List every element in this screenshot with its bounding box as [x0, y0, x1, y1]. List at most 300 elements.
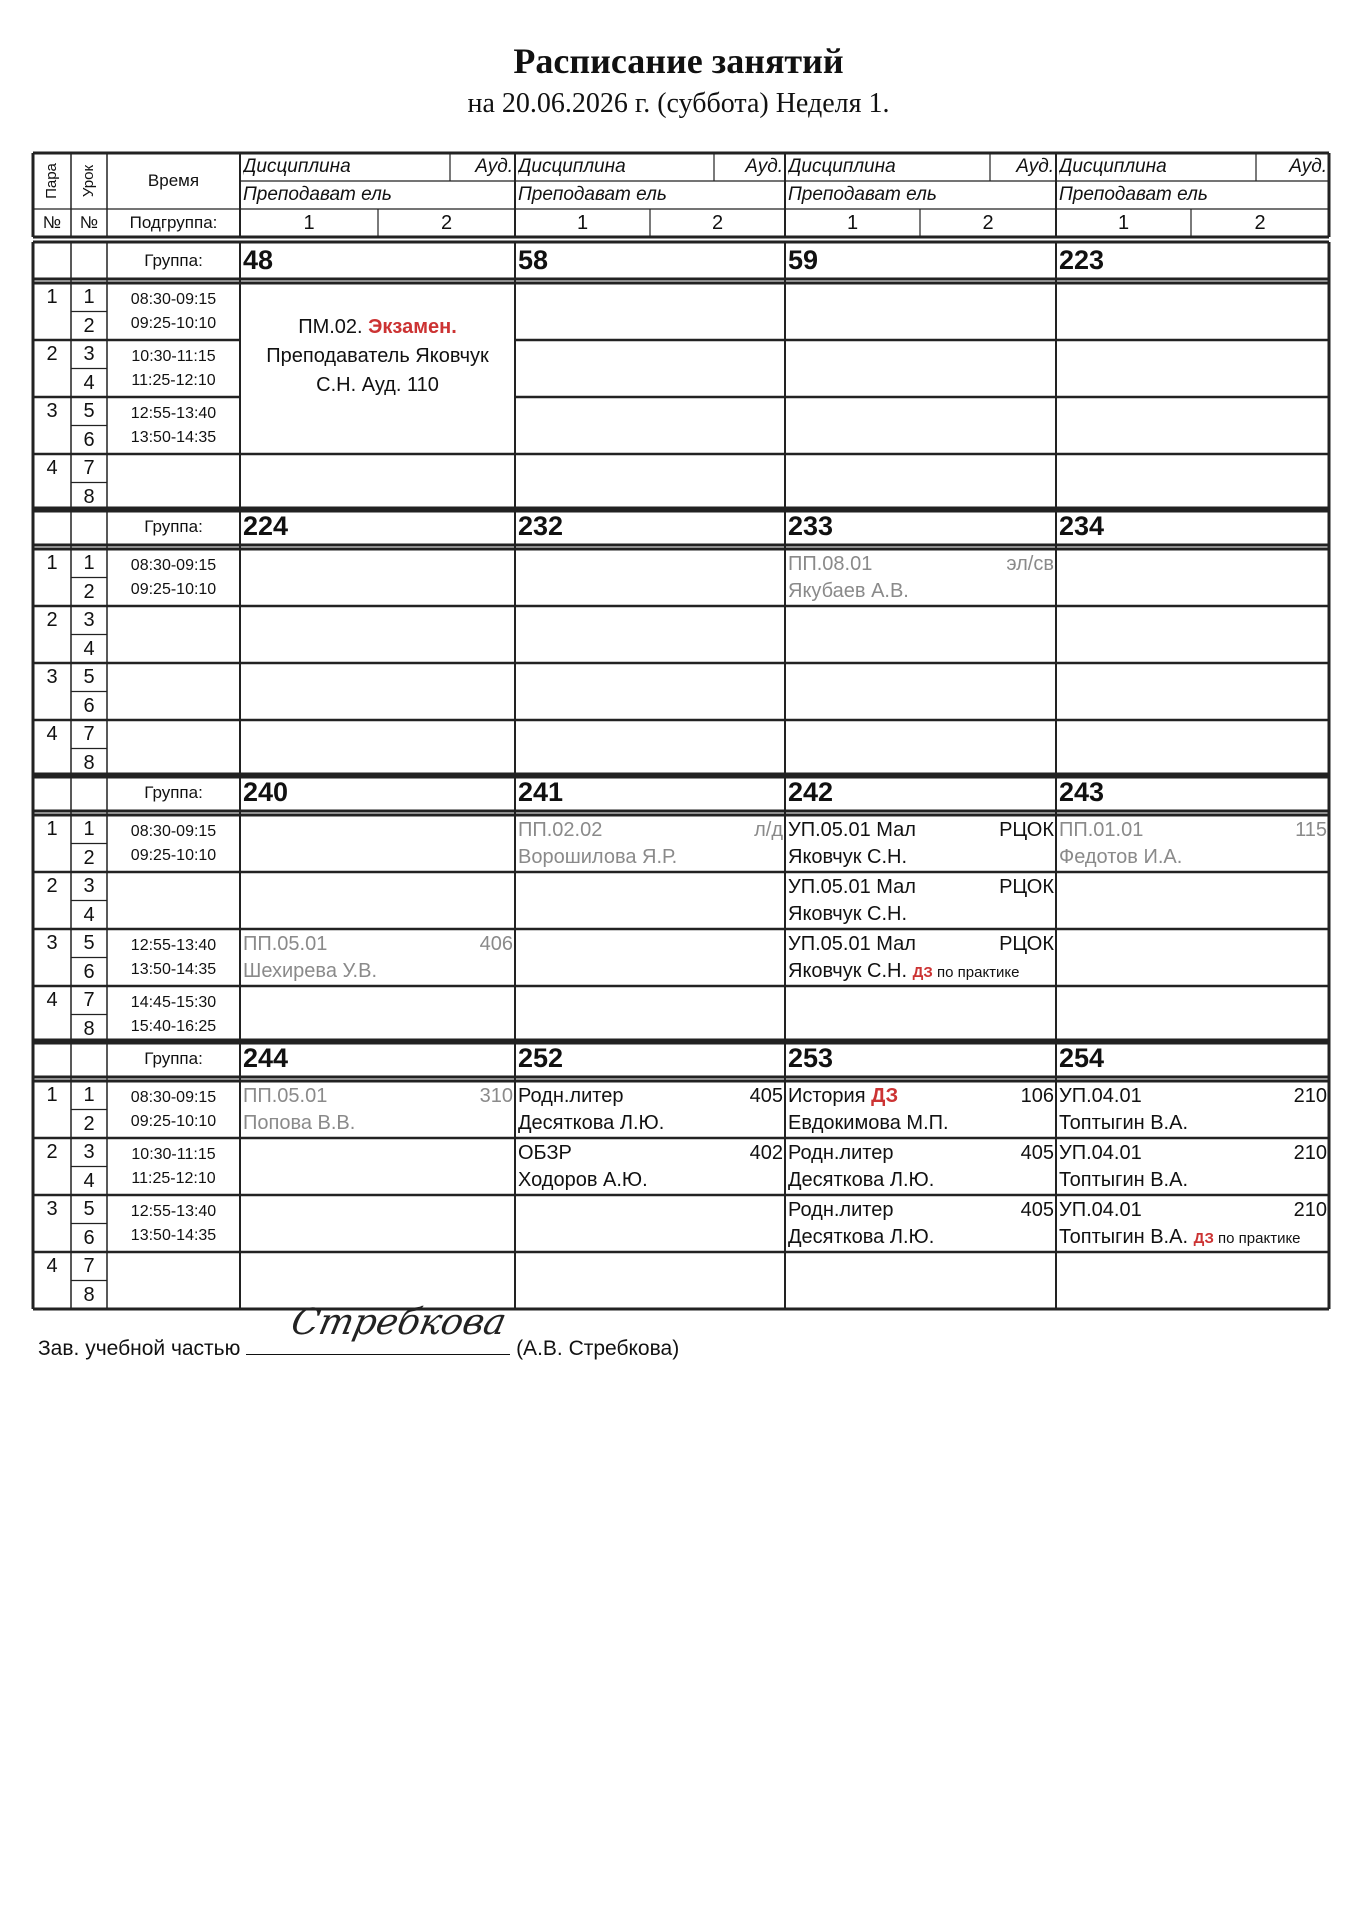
room-number: РЦОК	[999, 876, 1054, 898]
lesson-4: 4	[83, 637, 95, 660]
lesson-number	[71, 1195, 107, 1224]
header-subgroup-label: Подгруппа:	[129, 213, 218, 232]
group-label-text: Группа:	[144, 516, 203, 536]
group-label-text: Группа:	[144, 250, 203, 270]
lesson-discipline	[243, 1082, 513, 1110]
lesson-7: 7	[83, 1255, 95, 1277]
time-2: 09:25-10:10	[130, 581, 217, 598]
header-aud-label: Ауд.	[1016, 156, 1054, 177]
lesson-time	[107, 312, 240, 336]
lesson-discipline	[788, 1196, 1054, 1224]
lesson-discipline	[243, 930, 513, 958]
room-number: 405	[749, 1085, 783, 1107]
group-label-text: Группа:	[144, 782, 203, 802]
pair-4: 4	[46, 989, 58, 1011]
lesson-discipline	[788, 816, 1054, 844]
pair-number	[33, 929, 71, 959]
signature: Стребкова	[287, 1302, 510, 1343]
lesson-discipline	[518, 1082, 783, 1110]
lesson-teacher	[1059, 1166, 1327, 1194]
exam-line-1	[242, 313, 513, 342]
lesson-discipline	[788, 930, 1054, 958]
teacher-name: Попова В.В.	[243, 1112, 356, 1134]
exam-line-3: С.Н. Ауд. 110	[316, 374, 439, 396]
group-label	[107, 1040, 240, 1077]
lesson-number	[71, 1281, 107, 1310]
header-aud	[1256, 153, 1327, 181]
pair-number	[33, 340, 71, 370]
lesson-teacher	[788, 900, 1054, 928]
exam-cell	[242, 313, 513, 423]
lesson-discipline	[788, 873, 1054, 901]
footer-label: Зав. учебной частью	[38, 1337, 241, 1360]
lesson-2: 2	[83, 580, 95, 603]
group-number	[1059, 508, 1326, 545]
time-3: 10:30-11:15	[131, 348, 216, 365]
lesson-time	[107, 1086, 240, 1110]
pair-number	[33, 397, 71, 427]
lesson-number	[71, 312, 107, 341]
teacher-name: Федотов И.А.	[1059, 846, 1183, 868]
pair-1: 1	[46, 552, 58, 574]
page-subtitle: на 20.06.2026 г. (суббота) Неделя 1.	[467, 88, 890, 119]
time-4: 11:25-12:10	[131, 1170, 216, 1187]
pair-3: 3	[46, 932, 58, 954]
lesson-time	[107, 369, 240, 393]
group-58: 58	[518, 245, 549, 275]
lesson-number	[71, 483, 107, 512]
pair-number	[33, 606, 71, 636]
lesson-time	[107, 1110, 240, 1134]
pair-number	[33, 1138, 71, 1168]
time-8: 15:40-16:25	[130, 1018, 217, 1035]
pair-2: 2	[46, 1141, 58, 1163]
lesson-number	[71, 844, 107, 873]
lesson-8: 8	[83, 751, 95, 774]
discipline-name: УП.04.01	[1059, 1199, 1142, 1221]
lesson-teacher	[1059, 1109, 1327, 1137]
time-6: 13:50-14:35	[130, 961, 217, 978]
discipline-name: ПП.01.01	[1059, 819, 1144, 841]
header-teacher-label: Преподават ель	[788, 184, 937, 205]
lesson-teacher	[518, 1109, 783, 1137]
header-discipline	[788, 153, 990, 181]
header-aud-label: Ауд.	[475, 156, 513, 177]
lesson-5: 5	[83, 932, 95, 954]
room-number: эл/св	[1006, 553, 1054, 575]
teacher-name: Якубаев А.В.	[788, 580, 909, 602]
group-252: 252	[518, 1043, 564, 1073]
dz-note: по практике	[1213, 1230, 1301, 1247]
group-244: 244	[243, 1043, 289, 1073]
header-subgroup-2	[650, 209, 785, 237]
pair-number	[33, 1195, 71, 1225]
lesson-3: 3	[83, 609, 95, 631]
subgroup-2: 2	[711, 212, 724, 234]
discipline-name: ОБЗР	[518, 1142, 572, 1164]
lesson-time	[107, 958, 240, 982]
room-number: л/д	[754, 819, 783, 841]
subgroup-1: 1	[303, 212, 315, 234]
group-number	[788, 1040, 1053, 1077]
time-1: 08:30-09:15	[130, 823, 217, 840]
header-discipline-label: Дисциплина	[243, 156, 351, 177]
lesson-1: 1	[83, 818, 95, 840]
pair-number	[33, 986, 71, 1016]
lesson-time	[107, 345, 240, 369]
header-discipline-label: Дисциплина	[1059, 156, 1167, 177]
subgroup-1: 1	[1117, 212, 1130, 234]
lesson-teacher	[788, 957, 1054, 985]
header-subgroup-2	[920, 209, 1056, 237]
lesson-teacher	[788, 843, 1054, 871]
group-label	[107, 508, 240, 545]
lesson-4: 4	[83, 1169, 95, 1192]
lesson-teacher	[788, 1109, 1054, 1137]
header-teacher-label: Преподават ель	[518, 184, 667, 205]
header-subgroup-1	[785, 209, 920, 237]
lesson-2: 2	[83, 846, 95, 869]
lesson-number	[71, 1081, 107, 1110]
page-title: Расписание занятий	[513, 41, 844, 81]
lesson-7: 7	[83, 457, 95, 479]
lesson-number	[71, 749, 107, 778]
discipline-name: ПП.05.01	[243, 1085, 328, 1107]
lesson-teacher	[788, 1166, 1054, 1194]
pair-4: 4	[46, 1255, 58, 1277]
room-number: 310	[479, 1085, 513, 1107]
lesson-3: 3	[83, 1141, 95, 1163]
header-teacher	[1059, 181, 1328, 209]
lesson-time	[107, 1015, 240, 1039]
lesson-time	[107, 554, 240, 578]
pair-number	[33, 663, 71, 693]
group-223: 223	[1059, 245, 1105, 275]
header-discipline	[518, 153, 714, 181]
header-no-para	[33, 209, 71, 237]
group-232: 232	[518, 511, 564, 541]
lesson-time	[107, 426, 240, 450]
teacher-name: Ходоров А.Ю.	[518, 1169, 648, 1191]
lesson-number	[71, 426, 107, 455]
lesson-number	[71, 901, 107, 930]
lesson-discipline	[1059, 1139, 1327, 1167]
lesson-time	[107, 820, 240, 844]
lesson-time	[107, 844, 240, 868]
lesson-6: 6	[83, 428, 95, 451]
lesson-discipline	[1059, 816, 1327, 844]
lesson-8: 8	[83, 1283, 95, 1306]
header-subgroup-1	[240, 209, 378, 237]
header-discipline	[243, 153, 450, 181]
teacher-name: Десяткова Л.Ю.	[788, 1226, 935, 1248]
header-discipline-label: Дисциплина	[788, 156, 896, 177]
lesson-number	[71, 986, 107, 1015]
lesson-number	[71, 872, 107, 901]
pair-number	[33, 872, 71, 902]
lesson-5: 5	[83, 400, 95, 422]
pair-2: 2	[46, 343, 58, 365]
lesson-discipline	[518, 1139, 783, 1167]
time-1: 08:30-09:15	[130, 291, 217, 308]
pair-number	[33, 1081, 71, 1111]
lesson-number	[71, 340, 107, 369]
lesson-time	[107, 402, 240, 426]
header-aud-label: Ауд.	[1289, 156, 1327, 177]
lesson-teacher	[243, 1109, 513, 1137]
group-number	[518, 774, 782, 811]
lesson-discipline	[788, 550, 1054, 578]
lesson-6: 6	[83, 1226, 95, 1249]
group-253: 253	[788, 1043, 834, 1073]
group-number	[788, 774, 1053, 811]
header-teacher	[243, 181, 514, 209]
time-2: 09:25-10:10	[130, 315, 217, 332]
header-time-label: Время	[147, 171, 200, 190]
discipline-name: Родн.литер	[788, 1142, 894, 1164]
group-label	[107, 774, 240, 811]
lesson-time	[107, 578, 240, 602]
pair-number	[33, 549, 71, 579]
lesson-teacher	[788, 577, 1054, 605]
time-6: 13:50-14:35	[130, 429, 217, 446]
group-242: 242	[788, 777, 834, 807]
discipline-name: УП.05.01 Мал	[788, 933, 916, 955]
pair-3: 3	[46, 1198, 58, 1220]
subgroup-2: 2	[982, 212, 994, 234]
time-3: 10:30-11:15	[131, 1146, 216, 1163]
header-teacher	[518, 181, 784, 209]
lesson-5: 5	[83, 666, 95, 688]
pair-1: 1	[46, 818, 58, 840]
room-number: 405	[1020, 1142, 1054, 1164]
group-233: 233	[788, 511, 834, 541]
discipline-name: ПП.05.01	[243, 933, 328, 955]
lesson-4: 4	[83, 903, 95, 926]
header-no-urok	[71, 209, 107, 237]
lesson-time	[107, 934, 240, 958]
header-no: №	[42, 213, 62, 232]
lesson-1: 1	[83, 1084, 95, 1106]
group-number	[1059, 1040, 1326, 1077]
header-no: №	[79, 213, 99, 232]
group-label-text: Группа:	[144, 1048, 203, 1068]
exam-code: ПМ.02.	[298, 316, 369, 338]
time-4: 11:25-12:10	[131, 372, 216, 389]
lesson-time	[107, 1224, 240, 1248]
group-234: 234	[1059, 511, 1105, 541]
lesson-1: 1	[83, 286, 95, 308]
teacher-name: Шехирева У.В.	[243, 960, 378, 982]
lesson-teacher	[243, 957, 513, 985]
header-teacher	[788, 181, 1055, 209]
group-254: 254	[1059, 1043, 1105, 1073]
subgroup-1: 1	[576, 212, 589, 234]
room-number: 106	[1020, 1085, 1054, 1107]
header-subgroup-1	[1056, 209, 1191, 237]
lesson-8: 8	[83, 485, 95, 508]
pair-number	[33, 720, 71, 750]
lesson-number	[71, 958, 107, 987]
lesson-number	[71, 454, 107, 483]
subgroup-2: 2	[440, 212, 453, 234]
pair-3: 3	[46, 400, 58, 422]
group-number	[788, 242, 1053, 279]
group-241: 241	[518, 777, 564, 807]
lesson-4: 4	[83, 371, 95, 394]
teacher-name: Яковчук С.Н.	[788, 846, 907, 868]
subgroup-2: 2	[1254, 212, 1266, 234]
room-number: 405	[1020, 1199, 1054, 1221]
lesson-2: 2	[83, 1112, 95, 1135]
time-7: 14:45-15:30	[130, 994, 217, 1011]
teacher-name: Топтыгин В.А.	[1059, 1169, 1189, 1191]
discipline-name: УП.05.01 Мал	[788, 819, 916, 841]
subgroup-1: 1	[846, 212, 859, 234]
teacher-name: Яковчук С.Н.	[788, 903, 907, 925]
dz-badge: ДЗ	[1193, 1230, 1214, 1247]
lesson-number	[71, 549, 107, 578]
lesson-teacher	[518, 843, 783, 871]
room-number: 210	[1293, 1142, 1327, 1164]
lesson-7: 7	[83, 723, 95, 745]
lesson-teacher	[788, 1223, 1054, 1251]
group-number	[243, 774, 512, 811]
pair-1: 1	[46, 1084, 58, 1106]
lesson-6: 6	[83, 694, 95, 717]
discipline-name: УП.04.01	[1059, 1085, 1142, 1107]
dz-badge: ДЗ	[871, 1085, 899, 1107]
room-number: 402	[749, 1142, 783, 1164]
lesson-7: 7	[83, 989, 95, 1011]
pair-2: 2	[46, 609, 58, 631]
lesson-number	[71, 635, 107, 664]
time-2: 09:25-10:10	[130, 1113, 217, 1130]
lesson-number	[71, 692, 107, 721]
header-subgroup-1	[515, 209, 650, 237]
discipline-name: УП.05.01 Мал	[788, 876, 916, 898]
lesson-time	[107, 1167, 240, 1191]
lesson-number	[71, 606, 107, 635]
room-number: 210	[1293, 1199, 1327, 1221]
room-number: 115	[1295, 819, 1327, 841]
header-discipline-label: Дисциплина	[518, 156, 626, 177]
pair-number	[33, 815, 71, 845]
pair-number	[33, 454, 71, 484]
group-48: 48	[243, 245, 274, 275]
lesson-discipline	[518, 816, 783, 844]
group-243: 243	[1059, 777, 1105, 807]
header-aud	[450, 153, 513, 181]
header-teacher-label: Преподават ель	[243, 184, 392, 205]
room-number: РЦОК	[999, 933, 1054, 955]
lesson-time	[107, 1200, 240, 1224]
teacher-name: Десяткова Л.Ю.	[788, 1169, 935, 1191]
lesson-teacher	[518, 1166, 783, 1194]
teacher-name: Евдокимова М.П.	[788, 1112, 949, 1134]
lesson-1: 1	[83, 552, 95, 574]
lesson-time	[107, 288, 240, 312]
teacher-name: Десяткова Л.Ю.	[518, 1112, 665, 1134]
lesson-number	[71, 1252, 107, 1281]
header-subgroup-2	[378, 209, 515, 237]
lesson-number	[71, 1138, 107, 1167]
room-number: 406	[479, 933, 513, 955]
pair-4: 4	[46, 723, 58, 745]
header-discipline	[1059, 153, 1256, 181]
lesson-time	[107, 991, 240, 1015]
time-6: 13:50-14:35	[130, 1227, 217, 1244]
lesson-2: 2	[83, 314, 95, 337]
lesson-number	[71, 578, 107, 607]
lesson-8: 8	[83, 1017, 95, 1040]
pair-2: 2	[46, 875, 58, 897]
lesson-number	[71, 1110, 107, 1139]
lesson-number	[71, 815, 107, 844]
pair-number	[33, 283, 71, 313]
lesson-number	[71, 720, 107, 749]
room-number: 210	[1293, 1085, 1327, 1107]
lesson-number	[71, 1015, 107, 1044]
discipline-name: ПП.08.01	[788, 553, 873, 575]
lesson-discipline	[1059, 1196, 1327, 1224]
dz-badge: ДЗ	[912, 964, 933, 981]
lesson-3: 3	[83, 343, 95, 365]
lesson-5: 5	[83, 1198, 95, 1220]
pair-4: 4	[46, 457, 58, 479]
discipline-name: История	[788, 1085, 866, 1107]
header-urok: Урок	[79, 164, 97, 198]
group-number	[1059, 774, 1326, 811]
footer-name: (А.В. Стребкова)	[516, 1337, 680, 1360]
lesson-discipline	[788, 1082, 1054, 1110]
lesson-number	[71, 283, 107, 312]
lesson-discipline	[788, 1139, 1054, 1167]
discipline-name: УП.04.01	[1059, 1142, 1142, 1164]
group-224: 224	[243, 511, 289, 541]
header-time	[107, 153, 240, 209]
pair-number	[33, 1252, 71, 1282]
group-59: 59	[788, 245, 819, 275]
lesson-teacher	[1059, 1223, 1327, 1251]
time-5: 12:55-13:40	[130, 937, 217, 954]
teacher-name: Топтыгин В.А.	[1059, 1112, 1189, 1134]
time-2: 09:25-10:10	[130, 847, 217, 864]
lesson-discipline	[1059, 1082, 1327, 1110]
group-number	[243, 242, 512, 279]
teacher-name: Ворошилова Я.Р.	[518, 846, 678, 868]
header-subgroup-2	[1191, 209, 1329, 237]
lesson-number	[71, 1224, 107, 1253]
header-aud-label: Ауд.	[745, 156, 783, 177]
group-number	[1059, 242, 1326, 279]
lesson-number	[71, 663, 107, 692]
header-aud	[714, 153, 783, 181]
discipline-name: Родн.литер	[788, 1199, 894, 1221]
time-5: 12:55-13:40	[130, 405, 217, 422]
header-para: Пара	[42, 163, 60, 199]
group-number	[518, 1040, 782, 1077]
time-1: 08:30-09:15	[130, 1089, 217, 1106]
header-subgroup	[107, 209, 240, 237]
teacher-name: Яковчук С.Н.	[788, 960, 907, 982]
group-number	[518, 508, 782, 545]
lesson-teacher	[1059, 843, 1327, 871]
dz-note: по практике	[932, 964, 1020, 981]
lesson-3: 3	[83, 875, 95, 897]
lesson-number	[71, 1167, 107, 1196]
header-aud	[990, 153, 1054, 181]
